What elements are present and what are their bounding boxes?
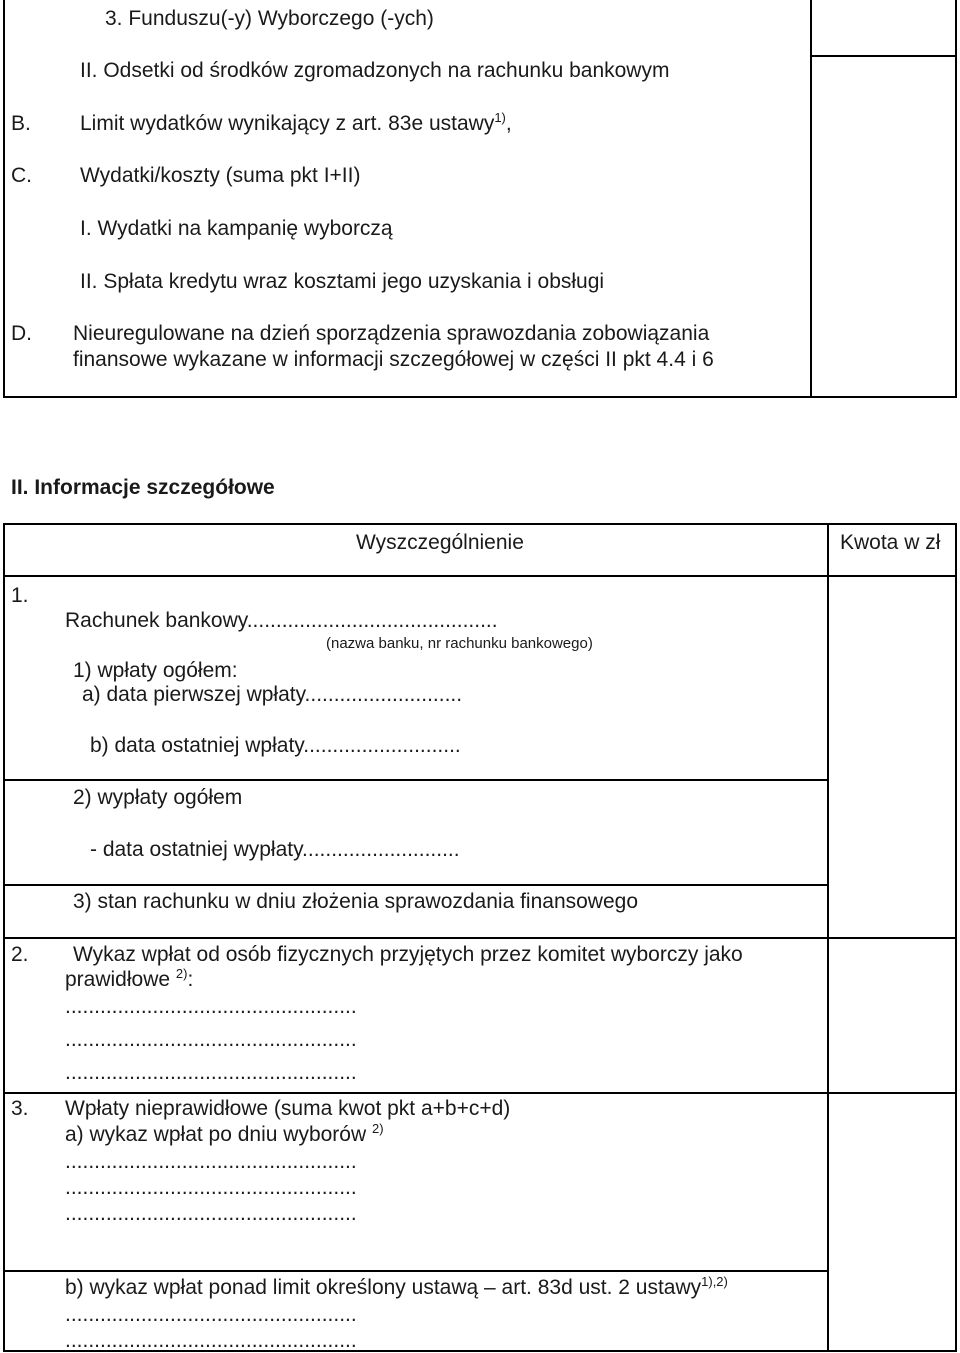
row-campaign-text: I. Wydatki na kampanię wyborczą bbox=[80, 217, 393, 240]
item1-number: 1. bbox=[11, 584, 29, 607]
bank-account-note: (nazwa banku, nr rachunku bankowego) bbox=[326, 635, 593, 652]
last-withdrawal-date: - data ostatniej wypłaty........................... bbox=[90, 838, 460, 861]
header-description: Wyszczególnienie bbox=[356, 531, 524, 554]
last-payment-date: b) data ostatniej wpłaty........................... bbox=[90, 734, 461, 757]
withdrawals-total-label: 2) wypłaty ogółem bbox=[73, 786, 243, 809]
row-c-text: Wydatki/koszty (suma pkt I+II) bbox=[80, 164, 361, 187]
item2-text: Wykaz wpłat od osób fizycznych przyjętych przez komitet wyborczy jako bbox=[73, 943, 743, 966]
table-divider bbox=[810, 0, 812, 398]
header-amount: Kwota w zł bbox=[840, 531, 941, 554]
row-d-letter: D. bbox=[11, 322, 32, 345]
item3-text: Wpłaty nieprawidłowe (suma kwot pkt a+b+c+d) bbox=[65, 1097, 511, 1120]
item2-dots-1: .................................................. bbox=[65, 995, 357, 1018]
first-payment-date: a) data pierwszej wpłaty........................... bbox=[82, 683, 463, 706]
item3b-dots-1: .................................................. bbox=[65, 1303, 357, 1326]
table-border-left bbox=[3, 0, 5, 398]
detail-border-top bbox=[3, 523, 957, 525]
item3a-text: a) wykaz wpłat po dniu wyborów $^{2)}$ bbox=[65, 1121, 384, 1146]
table-border-bottom bbox=[3, 396, 957, 398]
item2-dots-3: .................................................. bbox=[65, 1061, 357, 1084]
row-fund-text: 3. Funduszu(-y) Wyborczego (-ych) bbox=[105, 7, 434, 30]
row-b-text: Limit wydatków wynikający z art. 83e ustawy$^{1)}$, bbox=[80, 110, 512, 135]
row-b-letter: B. bbox=[11, 112, 31, 135]
item2-dots-2: .................................................. bbox=[65, 1028, 357, 1051]
payments-total-label: 1) wpłaty ogółem: bbox=[73, 659, 238, 682]
row-c-letter: C. bbox=[11, 164, 32, 187]
item2-number: 2. bbox=[11, 943, 29, 966]
row-d-text: Nieuregulowane na dzień sporządzenia sprawozdania zobowiązania bbox=[73, 322, 710, 345]
bank-account-label: Rachunek bankowy........................................... bbox=[65, 609, 498, 632]
item3a-dots-3: .................................................. bbox=[65, 1202, 357, 1225]
row-credit-text: II. Spłata kredytu wraz kosztami jego uzyskania i obsługi bbox=[80, 270, 605, 293]
item3a-dots-2: .................................................. bbox=[65, 1176, 357, 1199]
item2-text-2: prawidłowe $^{2)}$: bbox=[65, 966, 194, 991]
item3b-text: b) wykaz wpłat ponad limit określony ustawą – art. 83d ust. 2 ustawy$^{1),2)}$ bbox=[65, 1274, 728, 1299]
row-d-text-2: finansowe wykazane w informacji szczegółowej w części II pkt 4.4 i 6 bbox=[73, 348, 714, 371]
section-title: II. Informacje szczegółowe bbox=[11, 476, 275, 499]
account-balance-label: 3) stan rachunku w dniu złożenia sprawozdania finansowego bbox=[73, 890, 639, 913]
item3-number: 3. bbox=[11, 1097, 29, 1120]
item3b-dots-2: .................................................. bbox=[65, 1329, 357, 1352]
table-border-right bbox=[955, 0, 957, 398]
row-interest-text: II. Odsetki od środków zgromadzonych na rachunku bankowym bbox=[80, 59, 670, 82]
item3a-dots-1: .................................................. bbox=[65, 1150, 357, 1173]
